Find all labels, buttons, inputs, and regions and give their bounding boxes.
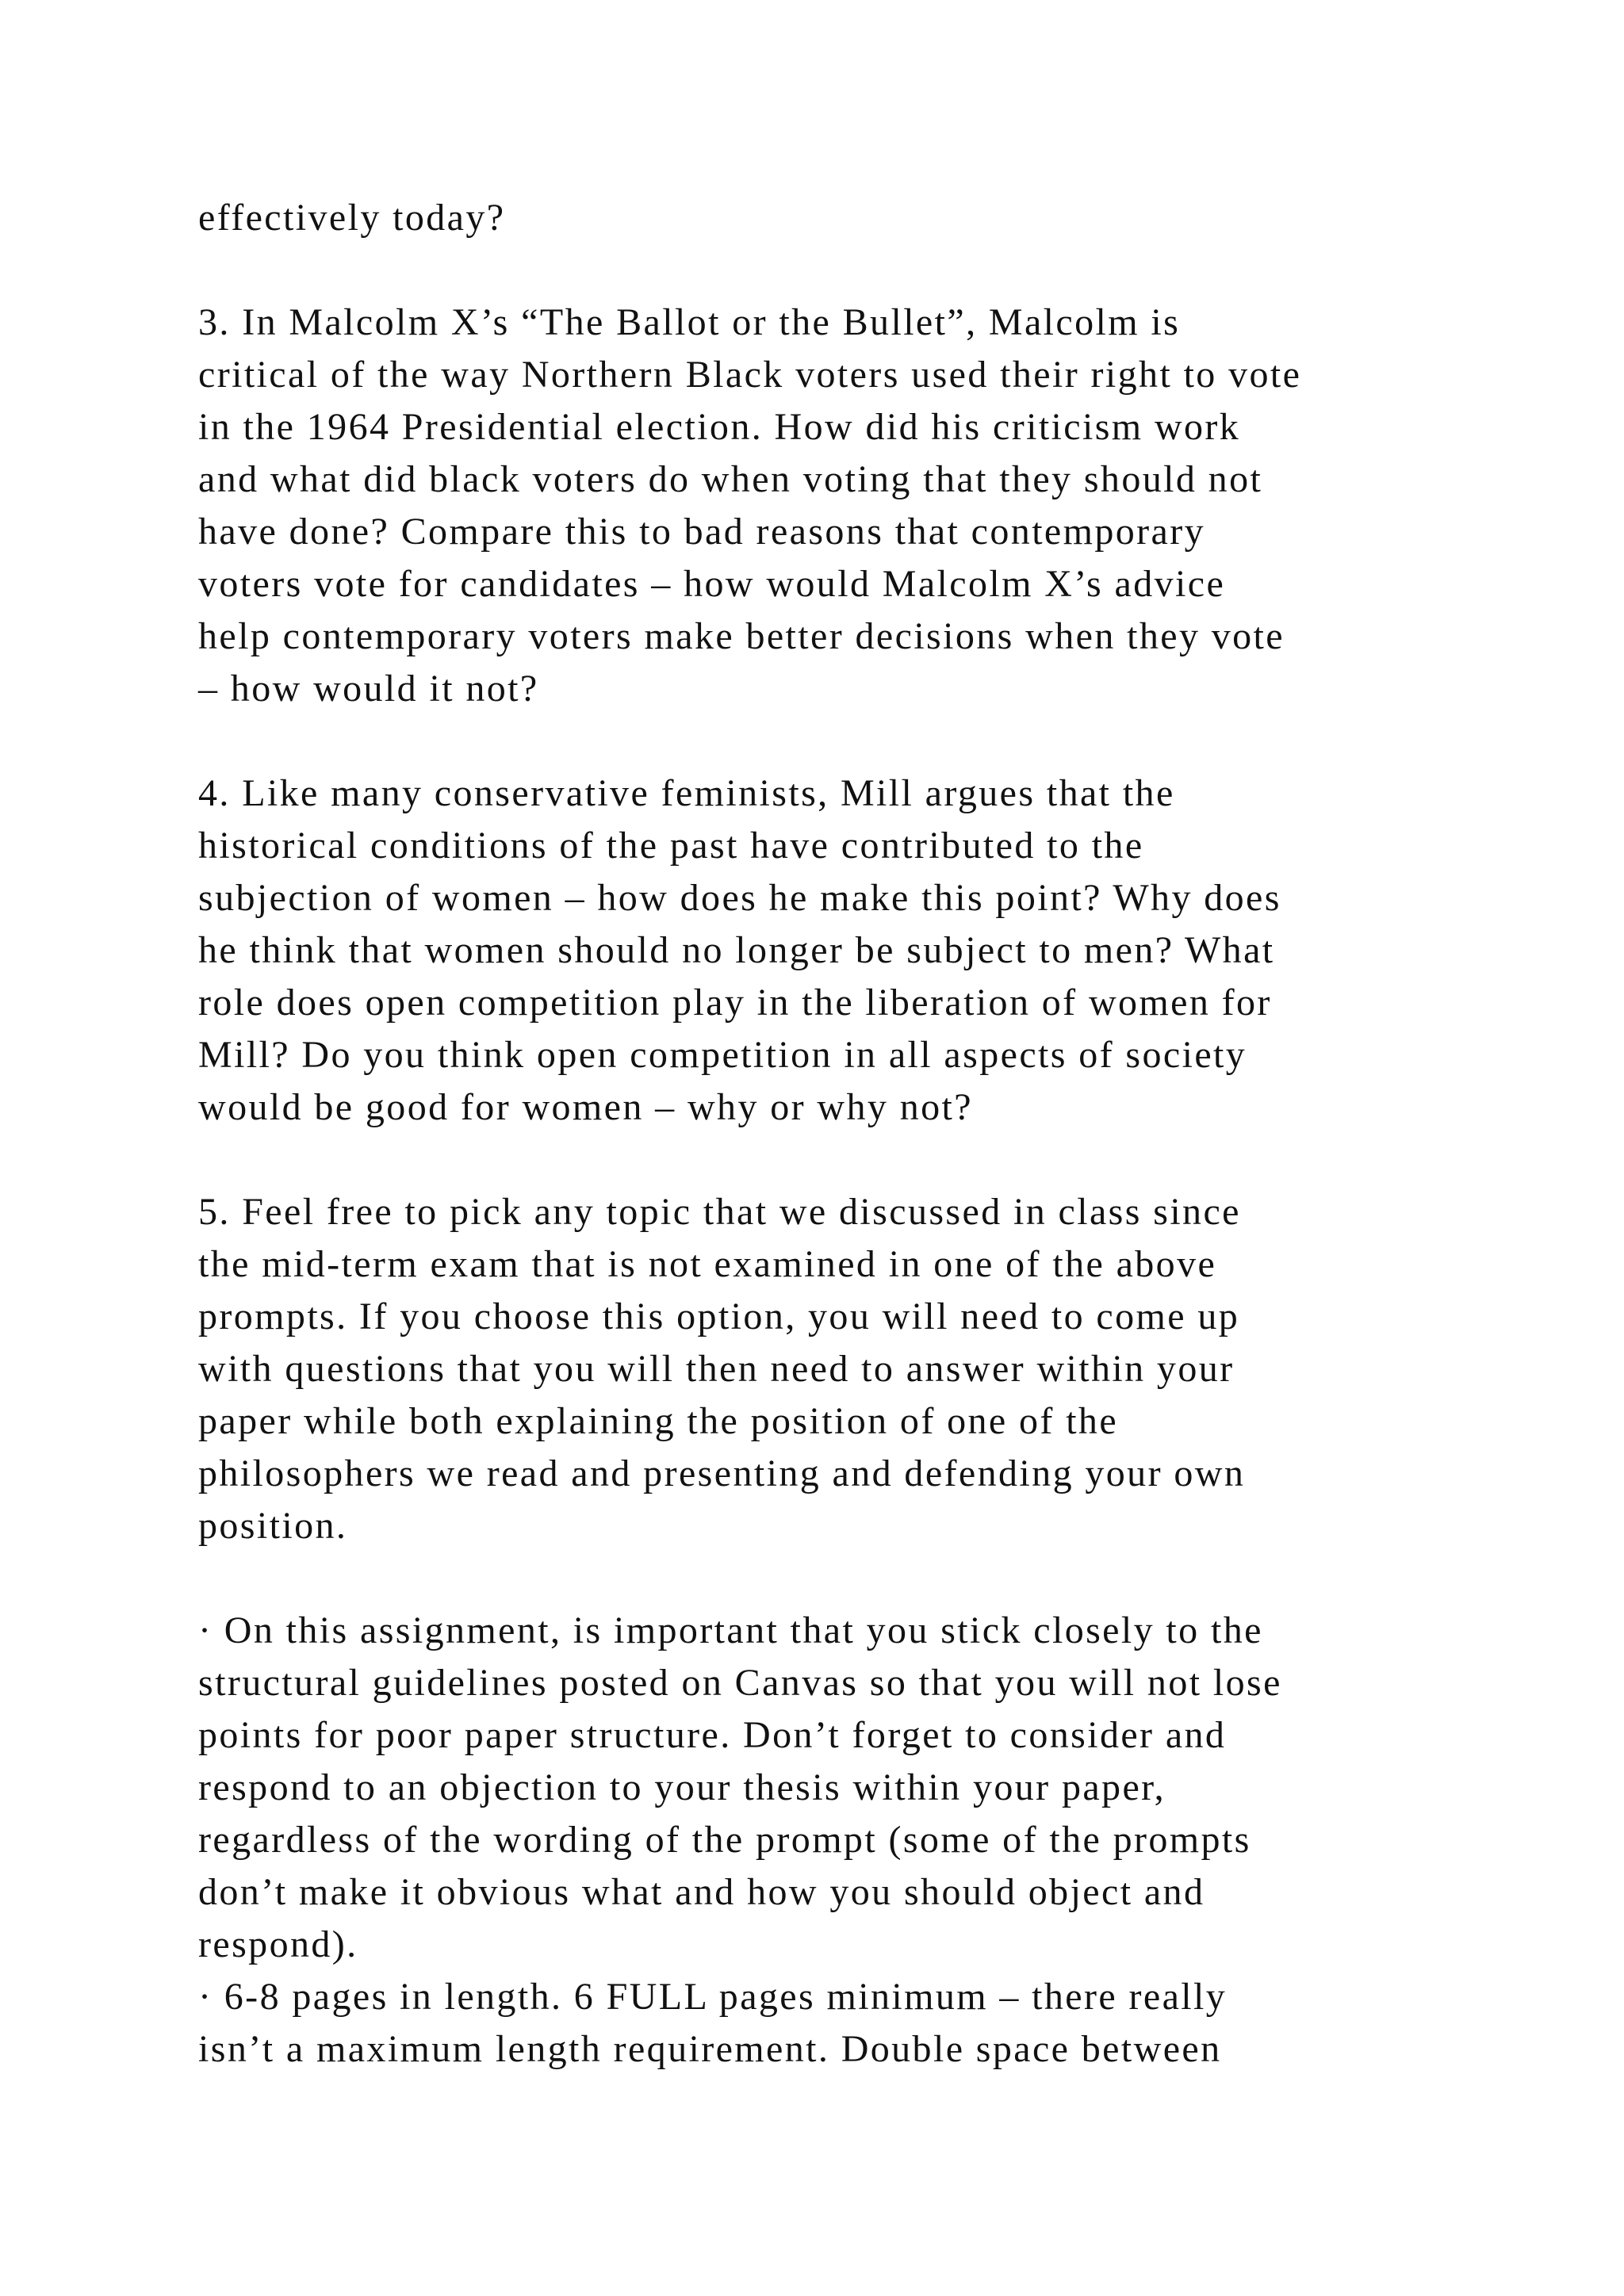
text-line: respond). (198, 1923, 358, 1965)
text-line: 3. In Malcolm X’s “The Ballot or the Bullet”, Malcolm is (198, 301, 1181, 343)
text-line: position. (198, 1505, 348, 1547)
question-4-paragraph (198, 767, 1562, 1134)
text-line: – how would it not? (198, 668, 539, 710)
text-line: and what did black voters do when voting that they should not (198, 458, 1263, 500)
paragraph-gap (198, 1552, 1562, 1605)
text-line: he think that women should no longer be subject to men? What (198, 929, 1275, 971)
text-line: help contemporary voters make better decisions when they vote (198, 615, 1285, 657)
text-line: isn’t a maximum length requirement. Double space between (198, 2028, 1222, 2070)
text-line: role does open competition play in the liberation of women for (198, 982, 1272, 1024)
text-line: Mill? Do you think open competition in all aspects of society (198, 1034, 1247, 1076)
text-line: in the 1964 Presidential election. How did his criticism work (198, 406, 1241, 448)
opening-paragraph (198, 192, 1562, 244)
text-line: would be good for women – why or why not? (198, 1086, 973, 1128)
text-line: don’t make it obvious what and how you should object and (198, 1871, 1205, 1913)
text-line: · On this assignment, is important that you stick closely to the (198, 1609, 1263, 1651)
text-line: 4. Like many conservative feminists, Mill argues that the (198, 772, 1175, 814)
text-line: with questions that you will then need to answer within your (198, 1348, 1235, 1390)
text-line: historical conditions of the past have contributed to the (198, 825, 1144, 867)
text-line: subjection of women – how does he make this point? Why does (198, 877, 1281, 919)
text-line: the mid-term exam that is not examined in one of the above (198, 1243, 1217, 1285)
text-line: regardless of the wording of the prompt (some of the prompts (198, 1819, 1251, 1861)
question-5-paragraph (198, 1186, 1562, 1552)
document-body (198, 192, 1562, 2076)
paragraph-gap (198, 1134, 1562, 1186)
text-line: structural guidelines posted on Canvas so that you will not lose (198, 1662, 1282, 1704)
text-line: 5. Feel free to pick any topic that we discussed in class since (198, 1191, 1241, 1233)
text-line: paper while both explaining the position of one of the (198, 1400, 1119, 1442)
text-line: respond to an objection to your thesis within your paper, (198, 1766, 1166, 1808)
guidelines-paragraph (198, 1605, 1562, 2076)
text-line: have done? Compare this to bad reasons that contemporary (198, 511, 1206, 553)
text-line: effectively today? (198, 197, 506, 239)
text-line: voters vote for candidates – how would Malcolm X’s advice (198, 563, 1226, 605)
paragraph-gap (198, 715, 1562, 767)
question-3-paragraph (198, 297, 1562, 715)
text-line: · 6-8 pages in length. 6 FULL pages minimum – there really (198, 1976, 1228, 2018)
text-line: prompts. If you choose this option, you will need to come up (198, 1295, 1240, 1337)
text-line: philosophers we read and presenting and defending your own (198, 1452, 1246, 1494)
text-line: points for poor paper structure. Don’t forget to consider and (198, 1714, 1227, 1756)
text-line: critical of the way Northern Black voters used their right to vote (198, 354, 1302, 396)
paragraph-gap (198, 244, 1562, 297)
